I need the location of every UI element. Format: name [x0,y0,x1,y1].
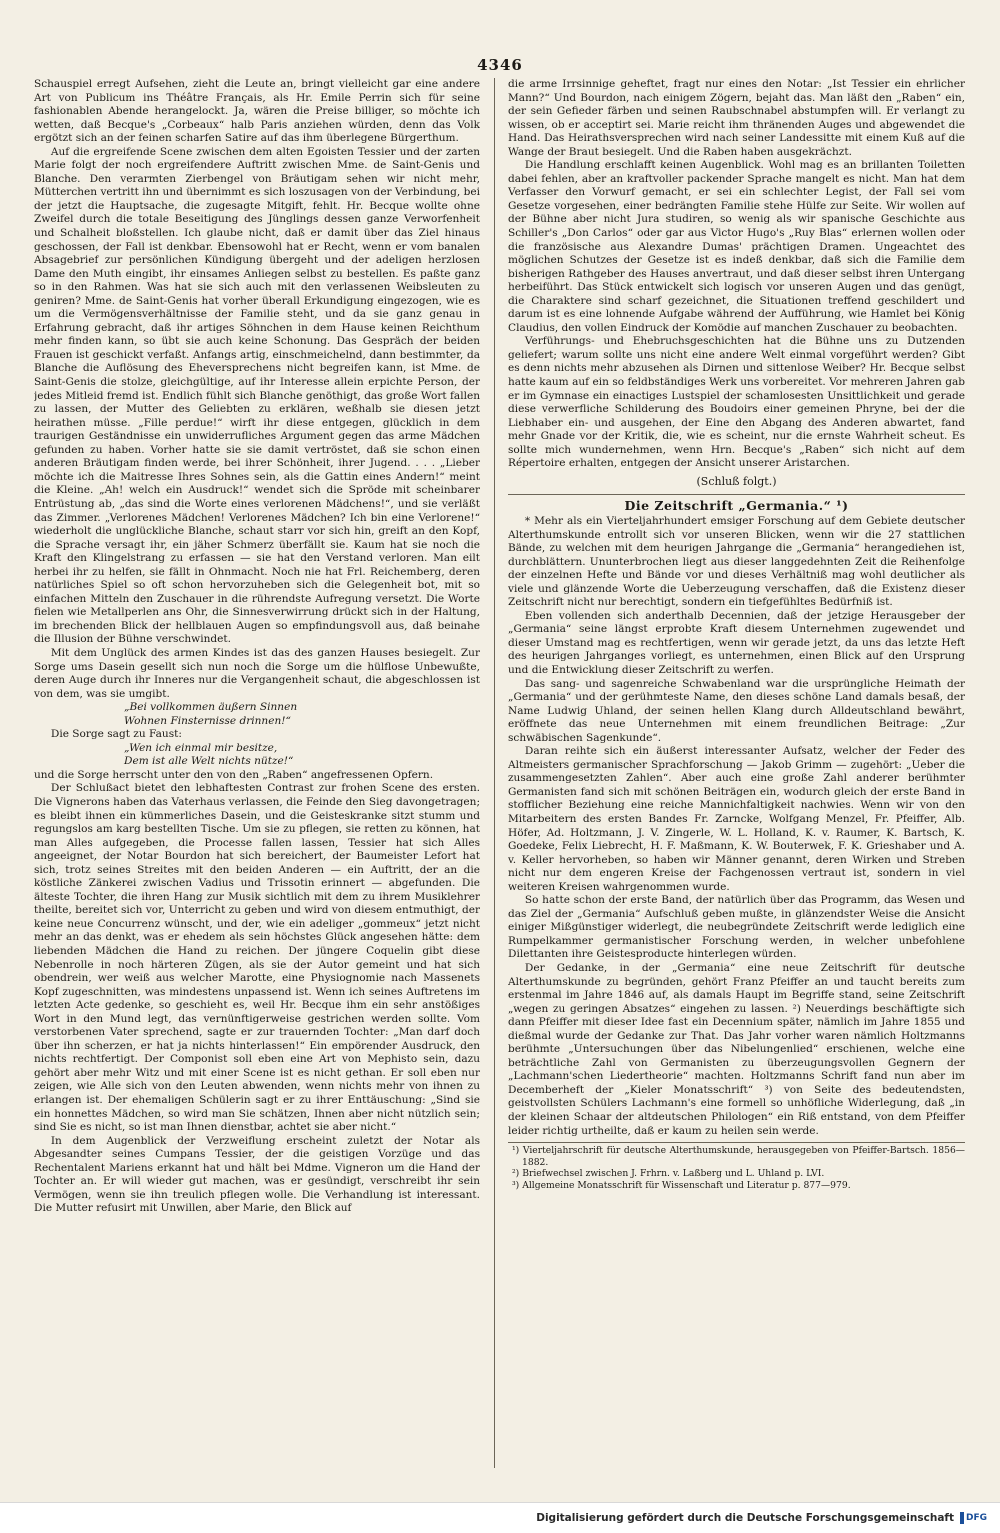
paragraph: Das sang- und sagenreiche Schwabenland war die ursprüngliche Heimath der „Germania“ und der gerühmteste Name, den dieses schöne Land damals besaß, der Name Ludwig Uhland, der seinen hellen Klang durch Alldeutschland bewährt, eröffnete das neue Unternehmen mit einem freundlichen Beitrage: „Zur schwäbischen Sagenkunde“. [508,677,965,744]
paragraph: und die Sorge herrscht unter den von den „Raben“ angefressenen Opfern. [34,768,434,781]
left-column [34,78,480,1468]
paragraph: So hatte schon der erste Band, der natürlich über das Programm, das Wesen und das Ziel der „Germania“ Aufschluß geben mußte, in glänzendster Weise die Ansicht einiger Mißgünstiger widerlegt, die neubegründete Zeitschrift werde lediglich eine Rumpelkammer germanistischer Forschung werden, in welcher unbefohlene Dilettanten ihre Geistesproducte hinterlegen würden. [508,894,965,961]
paragraph: Der Gedanke, in der „Germania“ eine neue Zeitschrift für deutsche Alterthumskunde zu begründen, gehört Franz Pfeiffer an und taucht bereits zum erstenmal im Jahre 1846 auf, als damals Haupt im Begriffe stand, seine Zeitschrift „wegen zu geringen Absatzes“ eingehen zu lassen. ²) Neuerdings beschäftigte sich dann Pfeiffer mit dieser Idee fast ein Decennium später, nämlich im Jahre 1855 und dießmal wurde der Gedanke zur That. Das Jahr vorher waren nämlich Holtzmanns berühmte „Untersuchungen über das Nibelungenlied“ erschienen, welche eine beträchtliche Zahl von Germanisten zu überzeugungsvollen Gegnern der „Lachmann'schen Liedertheorie“ machten. Holtzmanns Schrift fand nun aber im Decemberheft der „Kieler Monatsschrift“ ³) von Seite des bedeutendsten, geistvollsten Schülers Lachmann's eine formell so unhöfliche Widerlegung, daß „in der kleinen Schaar der altdeutschen Philologen“ ein Riß entstand, von dem Pfeiffer leider richtig urtheilte, daß er kaum zu heilen sein werde. [508,962,965,1137]
paragraph: In dem Augenblick der Verzweiflung erscheint zuletzt der Notar als Abgesandter seines Cumpans Tessier, der die geistigen Vorzüge und das Rechentalent Mariens erkannt hat und hält bei Mdme. Vigneron um die Hand der Tochter an. Er will wieder gut machen, was er gesündigt, verschreibt ihr sein Vermögen, wenn sie ihn treulich pflegen wolle. Die Verhandlung ist interessant. Die Mutter refusirt mit Unwillen, aber Marie, den Blick auf [34,1134,480,1215]
verse-line: Wohnen Finsternisse drinnen!“ [124,714,291,727]
footnote: ³) Allgemeine Monatsschrift für Wissenschaft und Literatur p. 877—979. [512,1179,851,1191]
article-title: Die Zeitschrift „Germania.“ ¹) [508,494,965,513]
verse-line: Dem ist alle Welt nichts nütze!“ [124,755,294,768]
continued-note: (Schluß folgt.) [696,474,777,488]
paragraph: Mit dem Unglück des armen Kindes ist das des ganzen Hauses besiegelt. Zur Sorge ums Dasein gesellt sich nun noch die Sorge um die hülflose Unbewußte, deren Auge durch ihr Inneres nur die Vergangenheit schaut, die abgeschlossen ist von dem, was sie umgibt. [34,646,480,700]
verse-quote [124,701,480,728]
paragraph: * Mehr als ein Vierteljahrhundert emsiger Forschung auf dem Gebiete deutscher Alterthumskunde entrollt sich vor unseren Blicken, wenn wir die 27 stattlichen Bände, zu welchen mit dem heurigen Jahrgange die „Germania“ herangediehen ist, durchblättern. Ununterbrochen liegt aus dieser langgedehnten Zeit die Reihenfolge der einzelnen Hefte und Bände vor und dieses Verhältniß mag wohl deutlicher als viele und glänzende Worte die Ueberzeugung verschaffen, daß die Existenz dieser Zeitschrift nicht nur berechtigt, sondern ein tiefgefühltes Bedürfniß ist. [508,514,965,609]
paragraph: Der Schlußact bietet den lebhaftesten Contrast zur frohen Scene des ersten. Die Vignerons haben das Vaterhaus verlassen, die Feinde den Sieg davongetragen; es bleibt ihnen ein kümmerliches Dasein, und die Geisteskranke sitzt stumm und regungslos am karg bestellten Tische. Um sie zu pflegen, sie retten zu können, hat man Alles aufgegeben, die Processe fallen lassen, Tessier hat sich Alles angeeignet, der Notar Bourdon hat sich bereichert, der Baumeister Lefort hat sich, trotz seines Streites mit den beiden Anderen — ein Auftritt, der an die köstliche Zänkerei zwischen Vadius und Trissotin erinnert — abgefunden. Die älteste Tochter, die ihren Hang zur Musik sichtlich mit dem zu ihrem Musiklehrer theilte, bereitet sich vor, Unterricht zu geben und wird von diesem entmuthigt, der keine neue Concurrenz wünscht, und der, wie ein adeliger „gommeux“ jetzt nicht mehr an das denkt, was er ehedem als sein höchstes Glück angesehen hätte: dem liebenden Mädchen die Hand zu reichen. Der jüngere Coquelin gibt diese Nebenrolle in noch härteren Zügen, als sie der Autor gemeint und hat sich obendrein, wer weiß aus welcher Marotte, eine Physiognomie nach Massenets Kopf zugeschnitten, was mindestens unpassend ist. Wenn ich seines Auftretens im letzten Acte gedenke, so geschieht es, weil Hr. Becque ihm ein sehr anstößiges Wort in den Mund legt, das vernünftigerweise gestrichen werden sollte. Vom verstorbenen Vater sprechend, sagte er zur trauernden Tochter: „Man darf doch über ihn scherzen, er hat ja nichts hinterlassen!“ Ein empörender Ausdruck, den nichts rechtfertigt. Der Componist soll eben eine Art von Mephisto sein, dazu gehört aber mehr Witz und mit einer Scene ist es nicht gethan. Er soll eben nur zeigen, wie Alle sich von den Leuten abwenden, wenn nichts mehr von ihnen zu erlangen ist. Der ehemaligen Schülerin sagt er zu ihrer Enttäuschung: „Sind sie ein honnettes Mädchen, so wird man Sie schätzen, Ihnen aber nicht nützlich sein; sind Sie es nicht, so ist man Ihnen dienstbar, achtet sie aber nicht.“ [34,782,480,1134]
footnotes [508,1142,965,1191]
paragraph: die arme Irrsinnige geheftet, fragt nur eines den Notar: „Ist Tessier ein ehrlicher Mann?“ Und Bourdon, nach einigem Zögern, bejaht das. Man läßt den „Raben“ ein, der sein Gefieder färben und seinen Raubschnabel abstumpfen will. Er verlangt zu wissen, ob er acceptirt sei. Marie reicht ihm thränenden Auges und abgewendet die Hand. Das Heirathsversprechen wird nach seiner Landessitte mit einem Kuß auf die Wange der Braut besiegelt. Und die Raben haben ausgekrächzt. [508,78,965,158]
funding-note: Digitalisierung gefördert durch die Deutsche Forschungsgemeinschaft [536,1512,954,1524]
column-divider [494,78,495,1468]
verse-quote [124,742,480,769]
verse-line: „Bei vollkommen äußern Sinnen [124,701,298,714]
right-column [508,78,965,1468]
footnote: ¹) Vierteljahrschrift für deutsche Alterthumskunde, herausgegeben von Pfeiffer-Bartsch. 1856—1882. [512,1145,965,1168]
paragraph: Auf die ergreifende Scene zwischen dem alten Egoisten Tessier und der zarten Marie folgt der noch ergreifendere Auftritt zwischen Mme. de Saint-Genis und Blanche. Den verarmten Zierbengel von Bräutigam sehen wir nicht mehr, Mütterchen vertritt ihn und übernimmt es sich loszusagen von der Verbindung, bei der jetzt die Hauptsache, die zugesagte Mitgift, fehlt. Hr. Becque wollte ohne Zweifel durch die totale Beseitigung des Jünglings dessen ganze Verworfenheit und Schalheit bloßstellen. Ich glaube nicht, daß er damit über das Ziel hinaus geschossen, der Fall ist denkbar. Ebensowohl hat er Recht, wenn er vom banalen Absagebrief zur persönlichen Kündigung übergeht und der adeligen herzlosen Dame den Muth eingibt, ihr einsames Anliegen selbst zu bestellen. Es paßte ganz so in den Rahmen. Was hat sie sich auch mit den verlassenen Weibsleuten zu geniren? Mme. de Saint-Genis hat vorher überall Erkundigung eingezogen, wie es um die Vermögensverhältnisse der Familie steht, und da sie ganz genau in Erfahrung gebracht, daß ihr artiges Söhnchen in dem Hause keinen Reichthum mehr finden kann, so übt sie auch keine Schonung. Das Gespräch der beiden Frauen ist geschickt verfaßt. Anfangs artig, einschmeichelnd, dann bestimmter, da Blanche die Auflösung des Eheversprechens nicht begreifen kann, ist Mme. de Saint-Genis die stolze, gleichgültige, auf ihr Interesse allein erpichte Person, der jedes Mitleid fremd ist. Endlich fühlt sich Blanche genöthigt, das große Wort fallen zu lassen, der Mutter des Geliebten zu erklären, weßhalb sie diesen jetzt heirathen müsse. „Fille perdue!“ wirft ihr diese entgegen, glücklich in dem traurigen Geständnisse ein unwiderrufliches Argument gegen das arme Mädchen gefunden zu haben. Vorher hatte sie sie damit vertröstet, daß sie schon einen anderen Bräutigam finden werde, bei ihrer Schönheit, ihrer Jugend. . . . „Lieber möchte ich die Maitresse Ihres Sohnes sein, als die Gattin eines Andern!“ meint die Kleine. „Ah! welch ein Ausdruck!“ wendet sich die Spröde mit scheinbarer Entrüstung ab, „das sind die Worte eines verlorenen Mädchens!“, und sie verläßt das Zimmer. „Verlorenes Mädchen! Verlorenes Mädchen? Ich bin eine Verlorene!“ wiederholt die unglückliche Blanche, schaut starr vor sich hin, greift an den Kopf, die Sprache versagt ihr, ein jäher Schmerz überfällt sie. Kaum hat sie noch die Kraft den Klingelstrang zu erfassen — sie hat den Verstand verloren. Man eilt herbei ihr zu helfen, sie fällt in Ohnmacht. Noch nie hat Frl. Reichemberg, deren natürliches Spiel so oft schon hervorzuheben sich die Gelegenheit bot, mit so einfachen Mitteln den Zuschauer in die rührendste Aufregung versetzt. Die Worte fielen wie Metallperlen ans Ohr, die Sinnesverwirrung drückt sich in der Haltung, im brechenden Blick der hellblauen Augen so empfindungsvoll aus, daß beinahe die Illusion der Bühne verschwindet. [34,145,480,646]
paragraph: Schauspiel erregt Aufsehen, zieht die Leute an, bringt vielleicht gar eine andere Art von Publicum ins Théâtre Français, als Hr. Emile Perrin sich für seine fashionablen Abende herangelockt. Ja, wären die Preise billiger, so möchte ich wetten, daß Becque's „Corbeaux“ halb Paris anziehen würden, denn das Volk ergötzt sich an der feinen scharfen Satire auf das ihm überlegene Bürgerthum. [34,78,480,145]
paragraph: Die Handlung erschlafft keinen Augenblick. Wohl mag es an brillanten Toiletten dabei fehlen, aber an kraftvoller packender Sprache mangelt es nicht. Man hat dem Verfasser den Vorwurf gemacht, er sei ein schlechter Legist, der Fall sei vom Gesetze vorgesehen, einer bedrängten Familie stehe Hülfe zur Seite. Wir wollen auf der Bühne aber nicht Jura studiren, so wenig als wir spanische Geschichte aus Schiller's „Don Carlos“ oder gar aus Victor Hugo's „Ruy Blas“ erlernen wollen oder die französische aus Alexandre Dumas' prächtigen Dramen. Ungeachtet des möglichen Schutzes der Gesetze ist es indeß denkbar, daß sich die Familie dem bisherigen Rathgeber des Hauses anvertraut, und daß dieser selbst ihren Untergang herbeiführt. Das Stück entwickelt sich logisch vor unseren Augen und das genügt, die Charaktere sind scharf gezeichnet, die Situationen treffend geschildert und darum ist es eine lohnende Aufgabe während der Aufführung, wie Hamlet bei König Claudius, den vollen Eindruck der Komödie auf manchen Zuschauer zu beobachten. [508,159,965,334]
footer-bar [0,1502,1000,1533]
dfg-logo-icon [960,1510,990,1526]
paragraph: Eben vollenden sich anderthalb Decennien, daß der jetzige Herausgeber der „Germania“ seine längst erprobte Kraft diesem Unternehmen zugewendet und dieser Umstand mag es rechtfertigen, wenn wir gerade jetzt, da uns das letzte Heft des heurigen Jahrganges vorliegt, es unternehmen, einen Blick auf den Ursprung und die Entwicklung dieser Zeitschrift zu werfen. [508,609,965,676]
verse-intro: Die Sorge sagt zu Faust: [50,728,182,741]
verse-line: „Wen ich einmal mir besitze, [124,741,278,754]
page-number: 4346 [477,56,523,74]
paragraph: Verführungs- und Ehebruchsgeschichten hat die Bühne uns zu Dutzenden geliefert; warum sollte uns nicht eine andere Welt einmal vorgeführt werden? Gibt es denn nichts mehr abzusehen als Dirnen und sittenlose Weiber? Hr. Becque selbst hatte kaum auf ein so feldbständiges Werk uns vorbereitet. Vor mehreren Jahren gab er im Gymnase ein einactiges Lustspiel der schamlosesten Unsittlichkeit und gerade diese verwerfliche Schilderung des Boudoirs einer gemeinen Phryne, bei der die Liebhaber ein- und ausgehen, der Eine den Abgang des Anderen abwartet, fand mehr Gnade vor der Kritik, die, wie es scheint, nur die ernste Wahrheit scheut. Es sollte mich wundernehmen, wenn Hrn. Becque's „Raben“ sich nicht auf dem Répertoire erhalten, entgegen der Ansicht unserer Aristarchen. [508,335,965,470]
logo-text: DFG [966,1513,988,1523]
paragraph: Daran reihte sich ein äußerst interessanter Aufsatz, welcher der Feder des Altmeisters germanischer Sprachforschung — Jakob Grimm — zugehört: „Ueber die zusammengesetzten Zahlen“. Aber auch eine große Zahl anderer berühmter Germanisten fand sich mit schönen Beiträgen ein, wodurch gleich der erste Band in stofflicher Beziehung eine reiche Mannichfaltigkeit nachwies. Wenn wir von den Mitarbeitern des ersten Bandes Fr. Zarncke, Wolfgang Menzel, Fr. Pfeiffer, Alb. Höfer, Ad. Holtzmann, J. V. Zingerle, W. L. Holland, K. v. Raumer, K. Bartsch, K. Goedeke, Felix Liebrecht, H. F. Maßmann, K. W. Bouterwek, F. K. Grieshaber und A. v. Keller hervorheben, so haben wir Männer genannt, deren Wirken und Streben nicht nur dem engeren Kreise der Fachgenossen vertraut ist, sondern in viel weiteren Kreisen wahrgenommen wurde. [508,745,965,893]
footnote: ²) Briefwechsel zwischen J. Frhrn. v. Laßberg und L. Uhland p. LVI. [512,1168,825,1180]
